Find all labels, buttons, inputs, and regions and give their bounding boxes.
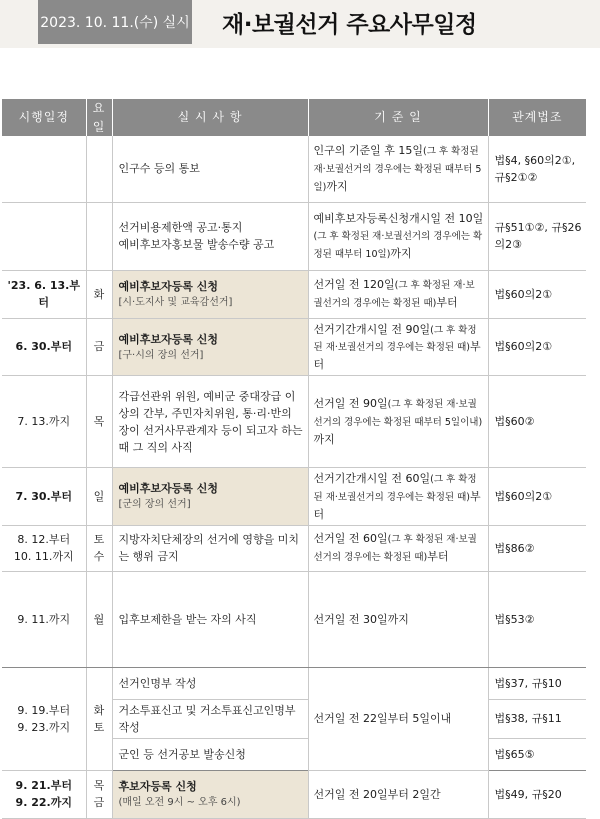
table-row — [2, 318, 586, 375]
cell-base-date — [308, 270, 488, 318]
top-banner — [0, 0, 600, 48]
cell-base-date — [308, 525, 488, 571]
cell-day: 목 금 — [86, 770, 112, 818]
action-text: 예비후보자등록 신청 — [118, 332, 218, 346]
action-text: 선거비용제한액 공고·통지 — [118, 221, 243, 235]
cell-day — [86, 202, 112, 270]
cell-action — [112, 525, 308, 571]
cell-date: 9. 11.까지 — [2, 571, 86, 667]
action-text: 인구수 등의 통보 — [118, 162, 200, 176]
cell-action — [112, 136, 308, 202]
base-date-note: (그 후 확정된 재·보궐선거의 경우에는 확정된 때부터 5일) — [313, 146, 482, 193]
table-row — [2, 270, 586, 318]
table-row — [2, 468, 586, 525]
action-text: 후보자등록 신청 — [118, 779, 197, 793]
cell-law: 법§38, 규§11 — [488, 699, 586, 738]
header-day: 요일 — [86, 99, 112, 136]
election-date-tag: 2023. 10. 11.(수) 실시 — [38, 0, 192, 44]
base-date-tail: 부터 — [313, 340, 481, 372]
cell-date — [2, 136, 86, 202]
base-date-note: (그 후 확정된 재·보궐선거의 경우에는 확정된 때) — [313, 324, 477, 354]
base-date-main: 선거일 전 90일 — [313, 397, 388, 411]
base-date-main: 예비후보자등록신청개시일 전 10일 — [313, 211, 484, 225]
base-date-tail: 부터 — [313, 489, 481, 521]
action-subtext: (매일 오전 9시 ~ 오후 6시) — [118, 797, 241, 809]
base-date-tail: 까지 — [390, 246, 412, 260]
base-date-tail: 까지 — [326, 179, 348, 193]
schedule-table — [2, 99, 586, 819]
base-date-note: (그 후 확정된 재·보궐선거의 경우에는 확정된 때) — [313, 280, 475, 310]
cell-date: 7. 13.까지 — [2, 376, 86, 468]
cell-law: 법§4, §60의2①, 규§2①② — [488, 136, 586, 202]
cell-day — [86, 136, 112, 202]
cell-date: 7. 30.부터 — [2, 468, 86, 525]
base-date-main: 선거일 전 60일 — [313, 532, 388, 546]
cell-law: 규§51①②, 규§26의2③ — [488, 202, 586, 270]
action-text: 지방자치단체장의 선거에 영향을 미치는 행위 금지 — [118, 533, 300, 564]
cell-law: 법§60② — [488, 376, 586, 468]
cell-date: 6. 30.부터 — [2, 318, 86, 375]
base-date-note: (그 후 확정된 재·보궐선거의 경우에는 확정된 때부터 5일이내) — [313, 399, 483, 429]
table-row — [2, 667, 586, 699]
base-date-main: 선거일 전 30일까지 — [313, 612, 409, 626]
cell-law: 법§53② — [488, 571, 586, 667]
cell-base-date — [308, 318, 488, 375]
table-row — [2, 136, 586, 202]
cell-day: 화 토 — [86, 667, 112, 770]
cell-day: 토 수 — [86, 525, 112, 571]
action-subtext: [군의 장의 선거] — [118, 499, 191, 511]
table-row — [2, 202, 586, 270]
table-header-row — [2, 99, 586, 136]
cell-action — [112, 468, 308, 525]
cell-day: 금 — [86, 318, 112, 375]
cell-base-date — [308, 202, 488, 270]
cell-base-date — [308, 468, 488, 525]
action-text: 예비후보자등록 신청 — [118, 482, 218, 496]
base-date-main: 선거기간개시일 전 90일 — [313, 322, 431, 336]
table-row — [2, 525, 586, 571]
cell-base-date: 선거일 전 22일부터 5일이내 — [308, 667, 488, 770]
cell-action: 선거인명부 작성 — [112, 667, 308, 699]
cell-date: 9. 19.부터 9. 23.까지 — [2, 667, 86, 770]
cell-date: '23. 6. 13.부터 — [2, 270, 86, 318]
cell-action — [112, 770, 308, 818]
cell-base-date — [308, 376, 488, 468]
action-text: 입후보제한을 받는 자의 사직 — [118, 612, 257, 626]
cell-law: 법§65⑤ — [488, 738, 586, 770]
cell-law: 법§37, 규§10 — [488, 667, 586, 699]
base-date-note: (그 후 확정된 재·보궐선거의 경우에는 확정된 때) — [313, 474, 477, 503]
cell-date: 8. 12.부터 10. 11.까지 — [2, 525, 86, 571]
cell-date: 9. 21.부터 9. 22.까지 — [2, 770, 86, 818]
base-date-note: (그 후 확정된 재·보궐선거의 경우에는 확정된 때부터 10일) — [313, 230, 483, 260]
base-date-tail: 부터 — [436, 296, 458, 310]
cell-base-date — [308, 136, 488, 202]
cell-base-date: 선거일 전 20일부터 2일간 — [308, 770, 488, 818]
cell-action: 거소투표신고 및 거소투표신고인명부 작성 — [112, 699, 308, 738]
header-law: 관계법조 — [488, 99, 586, 136]
table-row — [2, 770, 586, 818]
header-action: 실 시 사 항 — [112, 99, 308, 136]
cell-day: 월 — [86, 571, 112, 667]
cell-base-date — [308, 571, 488, 667]
page-title: 재·보궐선거 주요사무일정 — [222, 12, 477, 38]
cell-date — [2, 202, 86, 270]
cell-day: 화 — [86, 270, 112, 318]
cell-day: 목 — [86, 376, 112, 468]
cell-action — [112, 202, 308, 270]
cell-day: 일 — [86, 468, 112, 525]
action-text: 예비후보자홍보물 발송수량 공고 — [118, 238, 275, 252]
base-date-tail: 부터 — [427, 550, 449, 564]
action-text: 예비후보자등록 신청 — [118, 279, 218, 293]
cell-law: 법§49, 규§20 — [488, 770, 586, 818]
cell-law: 법§86② — [488, 525, 586, 571]
cell-action — [112, 571, 308, 667]
base-date-note: (그 후 확정된 재·보궐선거의 경우에는 확정된 때) — [313, 534, 477, 564]
action-text: 각급선관위 위원, 예비군 중대장급 이상의 간부, 주민자치위원, 통·리·반의 장이 선거사무관계자 등이 되고자 하는 때 그 직의 사직 — [118, 389, 303, 454]
cell-action — [112, 376, 308, 468]
cell-action: 군인 등 선거공보 발송신청 — [112, 738, 308, 770]
action-subtext: [시·도지사 및 교육감선거] — [118, 296, 233, 308]
action-subtext: [구·시의 장의 선거] — [118, 349, 204, 361]
cell-action — [112, 270, 308, 318]
header-schedule: 시행일정 — [2, 99, 86, 136]
cell-law: 법§60의2① — [488, 318, 586, 375]
table-row — [2, 376, 586, 468]
table-row — [2, 571, 586, 667]
base-date-tail: 까지 — [313, 432, 335, 446]
cell-action — [112, 318, 308, 375]
base-date-main: 선거기간개시일 전 60일 — [313, 472, 431, 486]
base-date-main: 선거일 전 120일 — [313, 278, 395, 292]
header-base-date: 기 준 일 — [308, 99, 488, 136]
cell-law: 법§60의2① — [488, 468, 586, 525]
cell-law: 법§60의2① — [488, 270, 586, 318]
base-date-main: 인구의 기준일 후 15일 — [313, 144, 423, 158]
